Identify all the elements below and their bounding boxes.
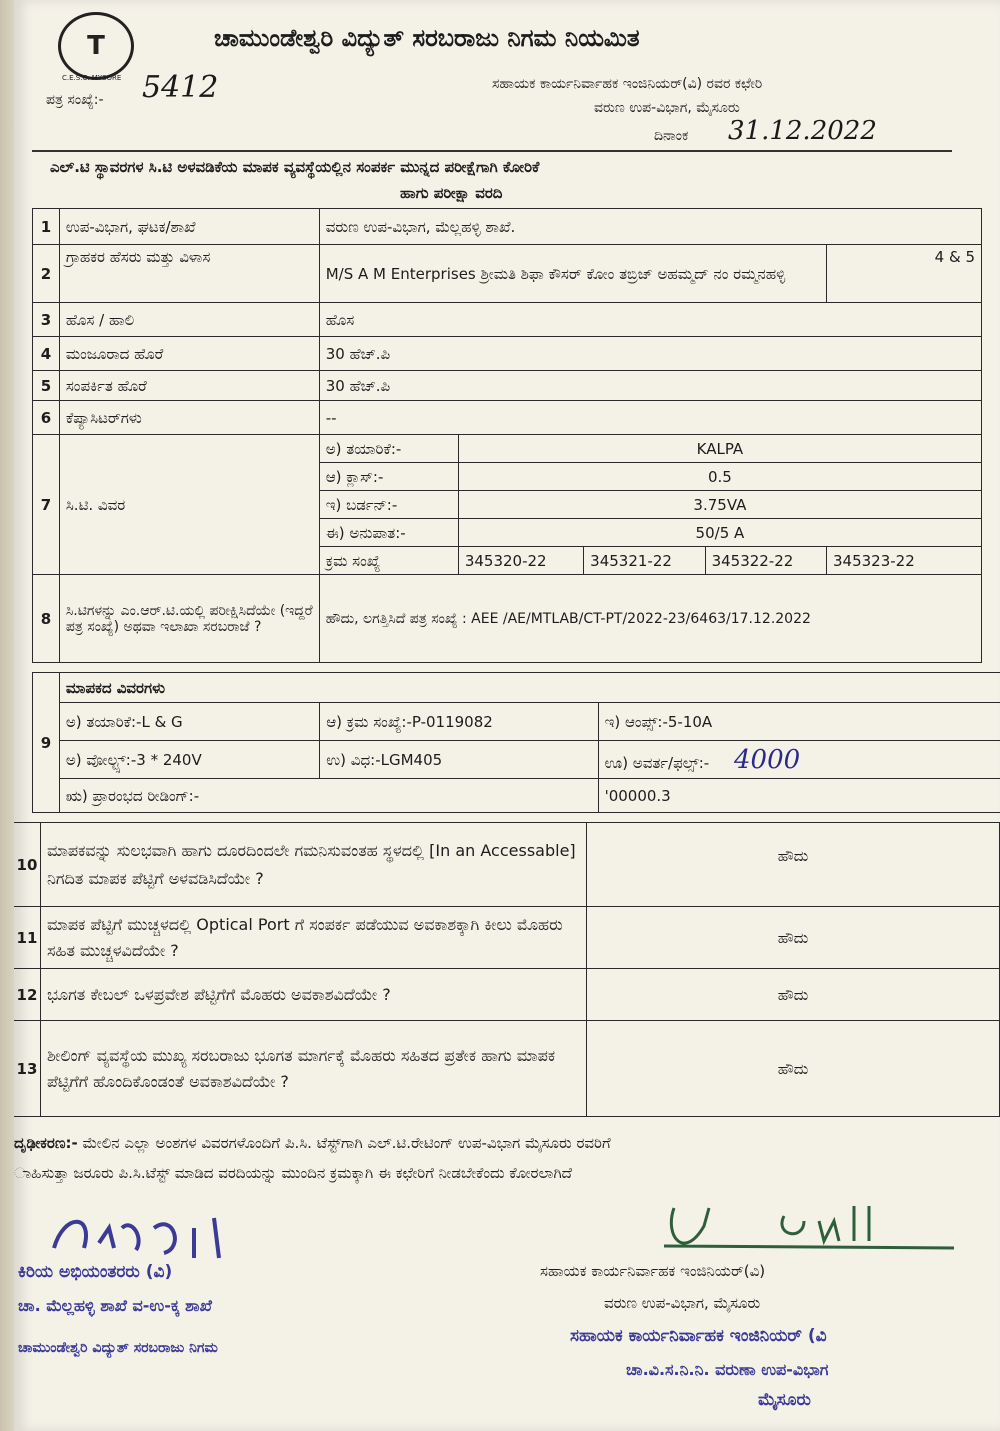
row-value: ಹೌದು [587, 907, 1000, 969]
ct-serial-label: ಕ್ರಮ ಸಂಖ್ಯೆ [319, 547, 458, 575]
row-number: 8 [33, 575, 60, 663]
left-stamp-line-3: ಚಾಮುಂಡೇಶ್ವರಿ ವಿದ್ಯುತ್ ಸರಬರಾಜು ನಿಗಮ [18, 1340, 218, 1356]
office-stamp-line-2: ಚಾ.ವಿ.ಸ.ನಿ.ನಿ. ವರುಣಾ ಉಪ-ವಿಭಾಗ [626, 1360, 829, 1379]
row-label: ಮಂಜೂರಾದ ಹೊರೆ [59, 337, 319, 371]
ct-serial-2: 345321-22 [584, 547, 705, 575]
ct-serial-1: 345320-22 [458, 547, 583, 575]
row-value: ವರುಣ ಉಪ-ವಿಭಾಗ, ಮೆಲ್ಲಹಳ್ಳಿ ಶಾಖೆ. [319, 209, 981, 245]
row-value: ಹೌದು [587, 969, 1000, 1021]
row-label: ಗ್ರಾಹಕರ ಹೆಸರು ಮತ್ತು ವಿಳಾಸ [59, 245, 319, 303]
ct-ratio-label: ಈ) ಅನುಪಾತ:- [319, 519, 458, 547]
row-6 [33, 401, 982, 435]
row-number: 12 [14, 969, 40, 1021]
row-7-make [33, 435, 982, 463]
row-4 [33, 337, 982, 371]
ct-make-label: ಅ) ತಯಾರಿಕೆ:- [319, 435, 458, 463]
ct-class-value: 0.5 [458, 463, 981, 491]
row-label: ಮಾಪಕ ಪೆಟ್ಟಿಗೆ ಮುಚ್ಚಳದಲ್ಲಿ Optical Port ಗೆ ಸಂಪರ್ಕ ಪಡೆಯುವ ಅವಕಾಶಕ್ಕಾಗಿ ಕೀಲು ಮೊಹರು ಸಹಿತ ಮುಚ್ಚಳವಿದೆಯೇ ? [40, 907, 586, 969]
row-13 [14, 1021, 1000, 1117]
row-number: 10 [14, 823, 40, 907]
row-value: ಹೌದು [587, 1021, 1000, 1117]
subject-line-1: ಎಲ್.ಟಿ ಸ್ಥಾವರಗಳ ಸಿ.ಟಿ ಅಳವಡಿಕೆಯ ಮಾಪಕ ವ್ಯವಸ್ಥೆಯಲ್ಲಿನ ಸಂಪರ್ಕ ಮುನ್ನದ ಪರೀಕ್ಷೆಗಾಗಿ ಕೋರಿಕೆ [50, 158, 540, 176]
initial-reading-label: ಋ) ಪ್ರಾರಂಭದ ರೀಡಿಂಗ್:- [59, 779, 598, 813]
certification-line-2: ಾಹಿಸುತ್ತಾ ಜರೂರು ಪಿ.ಸಿ.ಟೆಸ್ಟ್ ಮಾಡಿದ ವರದಿಯನ್ನು ಮುಂದಿನ ಕ್ರಮಕ್ಕಾಗಿ ಈ ಕಛೇರಿಗೆ ನೀಡಬೇಕೆಂದು ಕೋರಲಾಗಿದೆ [14, 1164, 572, 1182]
row-label: ಸಂಪರ್ಕಿತ ಹೊರೆ [59, 371, 319, 401]
ct-make-value: KALPA [458, 435, 981, 463]
ct-serial-4: 345323-22 [826, 547, 981, 575]
row-10 [14, 823, 1000, 907]
row-value: ಹೌದು, ಲಗತ್ತಿಸಿದೆ ಪತ್ರ ಸಂಖ್ಯೆ : AEE /AE/MTLAB/CT-PT/2022-23/6463/17.12.2022 [319, 575, 981, 663]
ref-value: 5412 [142, 70, 219, 105]
right-signature [654, 1196, 974, 1266]
row-2 [33, 245, 982, 303]
row-label: ಸಿ.ಟಿ. ವಿವರ [59, 435, 319, 575]
meter-serial: ಆ) ಕ್ರಮ ಸಂಖ್ಯೆ:-P-0119082 [320, 703, 598, 741]
row-value: M/S A M Enterprises ಶ್ರೀಮತಿ ಶಿಫಾ ಕೌಸರ್ ಕೋಂ ತಬ್ರಿಜ್ ಅಹಮ್ಮದ್ ನಂ ರಮ್ಮನಹಳ್ಳಿ [319, 245, 826, 303]
row-label: ಶೀಲಿಂಗ್ ವ್ಯವಸ್ಥೆಯ ಮುಖ್ಯ ಸರಬರಾಜು ಭೂಗತ ಮಾರ್ಗಕ್ಕೆ ಮೊಹರು ಸಹಿತದ ಪ್ರತೇಕ ಹಾಗು ಮಾಪಕ ಪೆಟ್ಟಿಗೆಗೆ ಹೊಂದಿಕೊಂಡಂತೆ ಅವಕಾಶವಿದೆಯೇ ? [40, 1021, 586, 1117]
subject-rule [32, 150, 952, 152]
certification-label: ದೃಢೀಕರಣ:- [14, 1134, 78, 1152]
row-value: ಹೊಸ [319, 303, 981, 337]
row-number: 4 [33, 337, 60, 371]
row-5 [33, 371, 982, 401]
document-page [14, 0, 1000, 1431]
logo-caption: C.E.S.C. MYSORE [62, 74, 122, 82]
meter-revs-label: ಊ) ಅವರ್ತ/ಫಲ್ಸ್:- [604, 753, 710, 772]
meter-table [32, 672, 1000, 813]
date-label: ದಿನಾಂಕ [654, 128, 689, 144]
ref-label: ಪತ್ರ ಸಂಖ್ಯೆ:- [46, 92, 104, 108]
row-value: -- [319, 401, 981, 435]
row-3 [33, 303, 982, 337]
row-label: ಉಪ-ವಿಭಾಗ, ಘಟಕ/ಶಾಖೆ [59, 209, 319, 245]
row-number: 2 [33, 245, 60, 303]
ct-ratio-value: 50/5 A [458, 519, 981, 547]
org-title: ಚಾಮುಂಡೇಶ್ವರಿ ವಿದ್ಯುತ್ ಸರಬರಾಜು ನಿಗಮ ನಿಯಮಿತ [214, 24, 640, 52]
right-signatory-line-2: ವರುಣ ಉಪ-ವಿಭಾಗ, ಮೈಸೂರು [604, 1294, 761, 1312]
logo-letter: T [87, 31, 105, 61]
ct-burden-label: ಇ) ಬರ್ಡನ್:- [319, 491, 458, 519]
meter-heading: ಮಾಪಕದ ವಿವರಗಳು [59, 673, 1000, 703]
ct-burden-value: 3.75VA [458, 491, 981, 519]
row-label: ಸಿ.ಟಿಗಳನ್ನು ಎಂ.ಆರ್.ಟಿ.ಯಲ್ಲಿ ಪರೀಕ್ಷಿಸಿದೆಯೇ (ಇದ್ದರೆ ಪತ್ರ ಸಂಖ್ಯೆ) ಅಥವಾ ಇಲಾಖಾ ಸರಬರಾಜೆ ? [59, 575, 319, 663]
row-number: 9 [33, 673, 60, 813]
meter-revs-value: 4000 [733, 744, 801, 775]
row-number: 6 [33, 401, 60, 435]
meter-type: ಉ) ವಿಧ:-LGM405 [320, 741, 598, 779]
row-8 [33, 575, 982, 663]
row-label: ಕೆಪ್ಯಾಸಿಟರ್‌ಗಳು [59, 401, 319, 435]
ct-serial-3: 345322-22 [705, 547, 826, 575]
row-label: ಮಾಪಕವನ್ನು ಸುಲಭವಾಗಿ ಹಾಗು ದೂರದಿಂದಲೇ ಗಮನಿಸುವಂತಹ ಸ್ಥಳದಲ್ಲಿ [In an Accessable] ನಿಗದಿತ ಮಾಪಕ ಪೆಟ್ಟಿಗೆ ಅಳವಡಿಸಿದೆಯೇ ? [40, 823, 586, 907]
row-label: ಭೂಗತ ಕೇಬಲ್ ಒಳಪ್ರವೇಶ ಪೆಟ್ಟಿಗೆಗೆ ಮೊಹರು ಅವಕಾಶವಿದೆಯೇ ? [40, 969, 586, 1021]
meter-revs-cell [598, 741, 1000, 779]
meter-make: ಅ) ತಯಾರಿಕೆ:-L & G [59, 703, 319, 741]
plot-numbers: 4 & 5 [826, 245, 981, 303]
initial-reading-value: '00000.3 [598, 779, 1000, 813]
meter-volts: ಅ) ವೋಲ್ಟ್ಸ್:-3 * 240V [59, 741, 319, 779]
ct-class-label: ಆ) ಕ್ಲಾಸ್:- [319, 463, 458, 491]
row-value: 30 ಹೆಚ್.ಪಿ [319, 371, 981, 401]
row-number: 1 [33, 209, 60, 245]
certification-line-1: ಮೇಲಿನ ಎಲ್ಲಾ ಅಂಶಗಳ ವಿವರಗಳೊಂದಿಗೆ ಪಿ.ಸಿ. ಟೆಸ್ಟ್‌ಗಾಗಿ ಎಲ್.ಟಿ.ರೇಟಿಂಗ್ ಉಪ-ವಿಭಾಗ ಮೈಸೂರು ರವರಿಗೆ [82, 1134, 611, 1152]
subject-line-2: ಹಾಗು ಪರೀಕ್ಷಾ ವರದಿ [400, 184, 503, 202]
office-stamp-line-1: ಸಹಾಯಕ ಕಾರ್ಯನಿರ್ವಾಹಕ ಇಂಜಿನಿಯರ್ (ವಿ [570, 1326, 827, 1346]
left-stamp-line-2: ಚಾ. ಮೆಲ್ಲಹಳ್ಳಿ ಶಾಖೆ ವ-ಉ-ಕ್ಕ ಶಾಖೆ [18, 1296, 212, 1315]
certification [14, 1134, 1000, 1152]
row-value: ಹೌದು [587, 823, 1000, 907]
left-stamp-line-1: ಕಿರಿಯ ಅಭಿಯಂತರರು (ವಿ) [18, 1262, 173, 1282]
row-number: 13 [14, 1021, 40, 1117]
left-signature [44, 1208, 244, 1268]
office-line-2: ವರುಣ ಉಪ-ವಿಭಾಗ, ಮೈಸೂರು [594, 100, 740, 116]
details-table [32, 208, 982, 663]
row-number: 11 [14, 907, 40, 969]
row-label: ಹೊಸ / ಹಾಲಿ [59, 303, 319, 337]
row-number: 7 [33, 435, 60, 575]
row-number: 5 [33, 371, 60, 401]
checks-table [14, 822, 1000, 1117]
row-1 [33, 209, 982, 245]
date-value: 31.12.2022 [728, 116, 877, 146]
office-stamp-line-3: ಮೈಸೂರು [758, 1390, 811, 1410]
row-12 [14, 969, 1000, 1021]
row-number: 3 [33, 303, 60, 337]
meter-amps: ಇ) ಆಂಪ್ಸ್:-5-10A [598, 703, 1000, 741]
right-signatory-line-1: ಸಹಾಯಕ ಕಾರ್ಯನಿರ್ವಾಹಕ ಇಂಜಿನಿಯರ್(ವಿ) [540, 1262, 766, 1280]
office-line-1: ಸಹಾಯಕ ಕಾರ್ಯನಿರ್ವಾಹಕ ಇಂಜಿನಿಯರ್(ವಿ) ರವರ ಕಛೇರಿ [492, 76, 763, 92]
row-value: 30 ಹೆಚ್.ಪಿ [319, 337, 981, 371]
cesc-logo [58, 12, 134, 80]
row-11 [14, 907, 1000, 969]
